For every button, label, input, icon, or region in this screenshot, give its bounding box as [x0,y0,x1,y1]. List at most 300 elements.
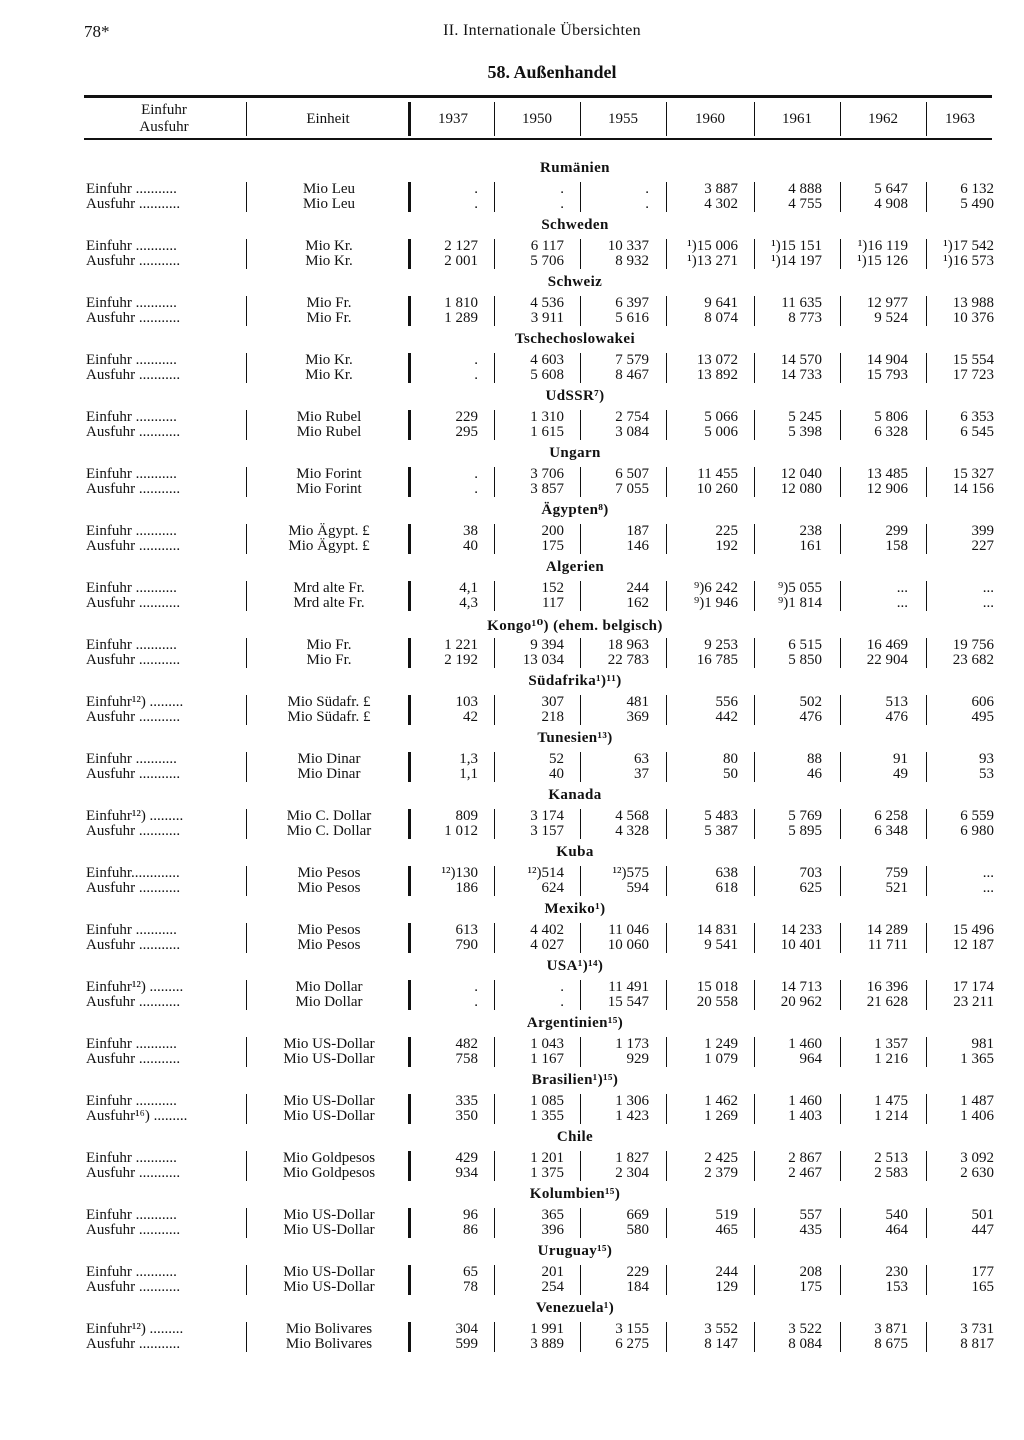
value-cell: 6 545 [960,424,994,440]
value-cell: 15 793 [866,367,908,383]
value-cell: ⁹)1 814 [778,595,822,611]
value-cell: 5 608 [530,367,564,383]
value-cell: 12 040 [780,466,822,482]
country-block [0,272,1024,329]
value-cell: 5 398 [788,424,822,440]
row-unit: Mio US-Dollar [283,1222,375,1238]
row-unit: Mio Bolivares [285,1321,373,1337]
value-cell: 37 [634,766,649,782]
column-separator [754,980,755,1010]
header-year-1955: 1955 [608,110,638,127]
column-separator [408,182,411,212]
value-cell: ⁹)5 055 [778,580,822,596]
column-separator [408,353,411,383]
header-einfuhr: Einfuhr [141,102,187,118]
header-bottom-rule [84,138,992,140]
column-separator [494,410,495,440]
value-cell: 1 375 [530,1165,564,1181]
row-label: Einfuhr¹²) ......... [86,980,184,995]
value-cell: 1 221 [444,637,478,653]
value-cell: 8 084 [788,1336,822,1352]
column-separator [840,1094,841,1124]
value-cell: 52 [549,751,564,767]
value-cell: 3 084 [615,424,649,440]
column-separator [246,524,247,554]
value-cell: 1 306 [615,1093,649,1109]
value-cell: 790 [455,937,478,953]
value-cell: 4 402 [530,922,564,938]
row-label: Einfuhr ........... [86,1208,177,1223]
value-cell: 625 [799,880,822,896]
column-separator [926,581,927,611]
column-separator [408,1208,411,1238]
row-unit: Mio Forint [296,481,362,497]
column-separator [754,182,755,212]
value-cell: . [474,352,478,368]
row-unit: Mio Fr. [306,652,352,668]
row-label: Ausfuhr ........... [86,1337,181,1352]
value-cell: 162 [626,595,649,611]
column-separator [926,239,927,269]
column-separator [840,182,841,212]
value-cell: 929 [626,1051,649,1067]
column-separator [840,1322,841,1352]
column-separator [926,1151,927,1181]
column-separator [246,581,247,611]
country-heading: Ungarn [549,445,601,461]
value-cell: 580 [626,1222,649,1238]
value-cell: 476 [799,709,822,725]
column-separator [754,809,755,839]
value-cell: 613 [455,922,478,938]
value-cell: 5 647 [874,181,908,197]
value-cell: . [645,196,649,212]
table-row [0,1337,1024,1352]
column-separator [246,182,247,212]
column-separator [666,695,667,725]
row-unit: Mio Kr. [305,367,353,383]
column-separator [754,752,755,782]
row-label: Ausfuhr ........... [86,311,181,326]
table-row [0,1322,1024,1337]
value-cell: 1 406 [960,1108,994,1124]
value-cell: 186 [455,880,478,896]
value-cell: 521 [885,880,908,896]
value-cell: 49 [893,766,908,782]
value-cell: 65 [463,1264,478,1280]
row-unit: Mio Goldpesos [282,1150,376,1166]
value-cell: 22 904 [866,652,908,668]
header-unit: Einheit [306,110,350,127]
header-sep [246,102,247,136]
column-separator [840,1037,841,1067]
row-unit: Mio Südafr. £ [287,694,371,710]
value-cell: 10 260 [696,481,738,497]
value-cell: 1 043 [530,1036,564,1052]
column-separator [246,866,247,896]
column-separator [666,182,667,212]
row-label: Einfuhr ........... [86,1151,177,1166]
value-cell: 1 079 [704,1051,738,1067]
top-rule [84,95,992,98]
value-cell: 16 396 [866,979,908,995]
value-cell: 10 401 [780,937,822,953]
value-cell: . [474,466,478,482]
column-separator [408,866,411,896]
column-separator [926,410,927,440]
value-cell: 1 269 [704,1108,738,1124]
value-cell: 3 857 [530,481,564,497]
value-cell: 7 579 [615,352,649,368]
value-cell: 8 147 [704,1336,738,1352]
row-unit: Mio Forint [296,466,362,482]
column-separator [494,524,495,554]
value-cell: 3 731 [960,1321,994,1337]
row-label: Ausfuhr ........... [86,995,181,1010]
value-cell: 20 558 [696,994,738,1010]
value-cell: 1 460 [788,1093,822,1109]
column-separator [666,1322,667,1352]
country-heading: Uruguay¹⁵) [537,1243,613,1259]
column-separator [666,296,667,326]
header-year-1960: 1960 [695,110,725,127]
column-separator [754,638,755,668]
table-row [0,653,1024,668]
value-cell: 227 [971,538,994,554]
table-row [0,1280,1024,1295]
value-cell: 1 615 [530,424,564,440]
value-cell: 1 460 [788,1036,822,1052]
column-separator [494,581,495,611]
row-unit: Mio Ägypt. £ [288,523,370,539]
column-separator [494,866,495,896]
header-year-1950: 1950 [522,110,552,127]
value-cell: 5 483 [704,808,738,824]
value-cell: 23 211 [953,994,994,1010]
row-label: Einfuhr ........... [86,353,177,368]
value-cell: 435 [799,1222,822,1238]
value-cell: 540 [885,1207,908,1223]
value-cell: 3 155 [615,1321,649,1337]
column-separator [926,752,927,782]
value-cell: 399 [971,523,994,539]
value-cell: 230 [885,1264,908,1280]
value-cell: . [645,181,649,197]
value-cell: . [474,979,478,995]
value-cell: 5 245 [788,409,822,425]
table-row [0,296,1024,311]
column-separator [840,980,841,1010]
column-separator [580,752,581,782]
table-row [0,239,1024,254]
value-cell: ... [896,580,908,596]
value-cell: 80 [723,751,738,767]
value-cell: 6 348 [874,823,908,839]
row-unit: Mio Leu [302,181,356,197]
column-separator [840,353,841,383]
row-label: Ausfuhr ........... [86,197,181,212]
column-separator [840,1151,841,1181]
value-cell: 8 074 [704,310,738,326]
country-block [0,329,1024,386]
value-cell: 103 [455,694,478,710]
value-cell: 10 337 [607,238,649,254]
country-heading: UdSSR⁷) [545,388,605,404]
country-heading: Tunesien¹³) [537,730,613,746]
value-cell: 91 [893,751,908,767]
value-cell: 17 723 [952,367,994,383]
value-cell: 4 908 [874,196,908,212]
value-cell: 519 [715,1207,738,1223]
country-heading: Schweden [541,217,609,233]
row-label: Einfuhr ........... [86,410,177,425]
country-block [0,386,1024,443]
country-block [0,956,1024,1013]
row-unit: Mio Dollar [295,979,363,995]
column-separator [840,1265,841,1295]
country-block [0,1127,1024,1184]
value-cell: 669 [626,1207,649,1223]
country-block [0,842,1024,899]
column-separator [246,467,247,497]
column-separator [754,1265,755,1295]
column-separator [926,353,927,383]
row-unit: Mio Südafr. £ [287,709,371,725]
column-separator [494,239,495,269]
country-heading: Schweiz [547,274,603,290]
row-label: Einfuhr ........... [86,182,177,197]
value-cell: 7 055 [615,481,649,497]
column-separator [246,1094,247,1124]
value-cell: 6 328 [874,424,908,440]
value-cell: 18 963 [607,637,649,653]
country-block [0,728,1024,785]
value-cell: 465 [715,1222,738,1238]
value-cell: 14 904 [866,352,908,368]
value-cell: 15 547 [607,994,649,1010]
column-separator [580,638,581,668]
value-cell: 4,1 [459,580,478,596]
country-block [0,1241,1024,1298]
value-cell: 3 552 [704,1321,738,1337]
value-cell: 50 [723,766,738,782]
value-cell: 1 423 [615,1108,649,1124]
row-unit: Mio US-Dollar [283,1264,375,1280]
column-separator [754,467,755,497]
row-label: Ausfuhr ........... [86,425,181,440]
column-separator [246,353,247,383]
country-heading: Algerien [545,559,605,575]
value-cell: 6 980 [960,823,994,839]
row-label: Einfuhr¹²) ......... [86,809,184,824]
country-heading: Kongo¹⁰) (ehem. belgisch) [487,618,663,634]
column-separator [580,980,581,1010]
value-cell: 40 [463,538,478,554]
row-unit: Mio Leu [302,196,356,212]
value-cell: 86 [463,1222,478,1238]
value-cell: 11 046 [608,922,649,938]
value-cell: 365 [541,1207,564,1223]
column-separator [246,1037,247,1067]
row-label: Ausfuhr ........... [86,1052,181,1067]
value-cell: 13 892 [696,367,738,383]
value-cell: ... [982,880,994,896]
value-cell: 23 682 [952,652,994,668]
column-separator [494,353,495,383]
country-heading: Chile [556,1129,594,1145]
country-heading: Kolumbien¹⁵) [529,1186,621,1202]
row-label: Einfuhr ........... [86,1037,177,1052]
country-heading: Südafrika¹)¹¹) [528,673,622,689]
country-block [0,1298,1024,1355]
value-cell: 11 635 [781,295,822,311]
column-separator [408,239,411,269]
value-cell: 14 233 [780,922,822,938]
column-separator [408,410,411,440]
value-cell: 4 328 [615,823,649,839]
table-row [0,710,1024,725]
value-cell: 1 462 [704,1093,738,1109]
row-unit: Mrd alte Fr. [293,580,365,596]
row-unit: Mio C. Dollar [286,823,372,839]
column-separator [494,923,495,953]
column-separator [666,866,667,896]
value-cell: 244 [715,1264,738,1280]
column-separator [840,581,841,611]
table-row [0,524,1024,539]
column-separator [840,1208,841,1238]
column-separator [580,1037,581,1067]
country-heading: Kuba [556,844,594,860]
value-cell: ¹)15 126 [857,253,908,269]
value-cell: 2 513 [874,1150,908,1166]
value-cell: . [560,979,564,995]
table-row [0,824,1024,839]
row-label: Einfuhr ........... [86,296,177,311]
value-cell: ¹)15 006 [687,238,738,254]
value-cell: 5 706 [530,253,564,269]
value-cell: 758 [455,1051,478,1067]
column-separator [408,752,411,782]
column-separator [246,980,247,1010]
column-separator [494,467,495,497]
row-label: Ausfuhr ........... [86,368,181,383]
value-cell: 1 173 [615,1036,649,1052]
value-cell: 335 [455,1093,478,1109]
column-separator [494,809,495,839]
column-separator [408,638,411,668]
value-cell: ⁹)1 946 [694,595,738,611]
row-label: Ausfuhr ........... [86,254,181,269]
value-cell: 13 988 [952,295,994,311]
column-separator [408,1322,411,1352]
value-cell: 192 [715,538,738,554]
value-cell: 13 034 [522,652,564,668]
value-cell: 9 253 [704,637,738,653]
value-cell: 6 353 [960,409,994,425]
column-separator [580,524,581,554]
row-unit: Mio Dinar [297,766,361,782]
value-cell: 1 216 [874,1051,908,1067]
value-cell: 208 [799,1264,822,1280]
column-separator [666,467,667,497]
table-row [0,467,1024,482]
value-cell: 20 962 [780,994,822,1010]
table-row [0,1109,1024,1124]
value-cell: 146 [626,538,649,554]
value-cell: 4 027 [530,937,564,953]
column-separator [840,695,841,725]
row-unit: Mio US-Dollar [283,1093,375,1109]
value-cell: . [474,181,478,197]
row-unit: Mio US-Dollar [283,1051,375,1067]
value-cell: . [560,196,564,212]
value-cell: 5 850 [788,652,822,668]
column-separator [754,866,755,896]
value-cell: 1 310 [530,409,564,425]
column-separator [754,524,755,554]
value-cell: 606 [971,694,994,710]
column-separator [926,980,927,1010]
value-cell: 14 733 [780,367,822,383]
value-cell: 1,1 [459,766,478,782]
value-cell: 9 524 [874,310,908,326]
column-separator [494,752,495,782]
value-cell: 4 888 [788,181,822,197]
country-block [0,500,1024,557]
value-cell: 15 554 [952,352,994,368]
value-cell: 225 [715,523,738,539]
row-label: Einfuhr............. [86,866,180,881]
value-cell: 1 289 [444,310,478,326]
row-unit: Mio Fr. [306,310,352,326]
column-separator [754,239,755,269]
row-unit: Mio Ägypt. £ [288,538,370,554]
value-cell: 3 522 [788,1321,822,1337]
value-cell: . [474,367,478,383]
column-separator [754,296,755,326]
value-cell: 8 773 [788,310,822,326]
value-cell: 594 [626,880,649,896]
column-separator [246,752,247,782]
value-cell: 429 [455,1150,478,1166]
value-cell: 153 [885,1279,908,1295]
column-separator [580,1208,581,1238]
column-separator [494,1037,495,1067]
value-cell: 175 [541,538,564,554]
value-cell: 4 568 [615,808,649,824]
column-separator [494,182,495,212]
value-cell: 2 583 [874,1165,908,1181]
country-heading: Tschechoslowakei [514,331,636,347]
value-cell: 1 827 [615,1150,649,1166]
column-separator [926,1208,927,1238]
value-cell: 9 394 [530,637,564,653]
value-cell: 1 475 [874,1093,908,1109]
row-label: Einfuhr ........... [86,581,177,596]
column-separator [926,695,927,725]
column-separator [580,695,581,725]
value-cell: 1 355 [530,1108,564,1124]
column-separator [408,923,411,953]
value-cell: 4 302 [704,196,738,212]
column-separator [494,980,495,1010]
table-row [0,482,1024,497]
value-cell: 165 [971,1279,994,1295]
value-cell: . [474,196,478,212]
column-separator [666,923,667,953]
value-cell: 2 127 [444,238,478,254]
